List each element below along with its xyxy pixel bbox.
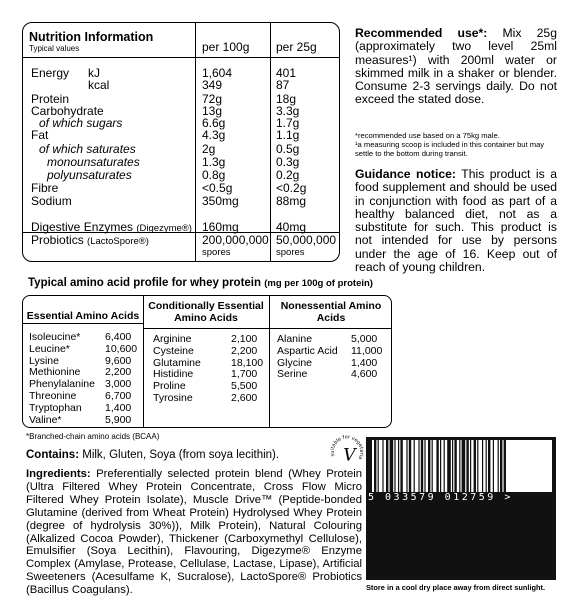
row-v100: 6.6g [202,116,226,130]
amino-value: 2,600 [231,392,258,404]
row-v25: 1.7g [276,116,300,130]
recommended-use [355,27,557,107]
barcode-bar [394,440,395,492]
barcode-bar [386,440,388,492]
barcode-bar [482,440,483,492]
guidance-text: This product is a food supplement and should be used in conjunction with food as part of a healthy balanced diet, not as a substitute for such. This product is not intended for use by persons under the age of 16. Keep out of reach of young children. [355,167,557,275]
amino-value: 2,100 [231,333,258,345]
row-v25: 1.1g [276,128,300,142]
amino-name: Isoleucine* [29,331,81,343]
row-v100: 1,604 [202,66,233,80]
amino-value: 5,900 [105,413,132,426]
vegetarian-icon [328,432,366,470]
row-v100: 2g [202,142,216,156]
row-v25: 87 [276,78,290,92]
row-label: Protein [31,92,70,106]
row-unit-kj: kJ [88,66,100,80]
amino-value: 6,700 [105,390,132,402]
barcode-bar [378,440,379,492]
probiotics-unit-25g: spores [276,247,305,258]
barcode-bar [400,440,402,492]
row-label: Sodium [31,194,72,208]
amino-name: Proline [153,380,186,393]
contains-label: Contains: [26,449,80,461]
probiotics-v100: 200,000,000 [202,233,269,247]
barcode-bar [424,440,425,492]
amino-value: 2,200 [231,344,258,357]
amino-value: 10,600 [105,342,138,355]
barcode-bar [474,440,476,492]
amino-name: Tryptophan [29,401,82,414]
row-v100: 349 [202,78,223,92]
amino-value: 1,400 [351,356,378,369]
row-v100: 1.3g [202,155,226,169]
amino-value: 11,000 [351,344,383,357]
amino-value: 4,600 [351,368,378,381]
ingredients-block [26,468,362,597]
enzymes-v25: 40mg [276,220,307,234]
barcode-bar [493,440,494,492]
amino-value: 3,000 [105,378,132,391]
enzymes-sub: (Digezyme®) [136,223,192,234]
recommended-note-1: *recommended use based on a 75kg male. [355,131,500,140]
barcode-bar [500,440,502,492]
barcode-bar [444,440,445,492]
guidance-heading: Guidance notice: [355,167,456,181]
recommended-note-2: ¹a measuring scoop is included in this container but may settle to the bottom during transit. [355,140,545,158]
ingredients-label: Ingredients: [26,468,91,480]
row-label: polyunsaturates [47,168,132,182]
ingredients-text: Preferentially selected protein blend (Whey Protein (Ultra Filtered Whey Protein Concentrate, Cross Flow Micro Filtered Whey Protein Isolate), Muscle Drive™ (Peptide-bonded Glutamine (derived from Wheat Protein) Hydrolysed Whey Protein (degree of hydrolysis 30%)), Milk Protein), Natural Colouring (Alkalized Cocoa Powder), Thickener (Carboxymethyl Cellulose), Emulsifier (Soya Lecithin), Flavouring, Digezyme® Enzyme Complex (Amylase, Protease, Cellulase, Lactase, Lipase), Artificial Sweeteners (Acesulfame K, Sucralose), LactoSpore® Probiotics (Bacillus Coagulans). [26,468,363,597]
barcode-bar [447,440,451,492]
barcode-bar [488,440,490,492]
barcode-bar [421,440,423,492]
amino-name: Arginine [153,333,192,345]
row-label: of which saturates [39,142,136,156]
barcode-bar [486,440,487,492]
row-v100: 4.3g [202,128,226,142]
nutrition-title: Nutrition Information [29,30,154,44]
essential-heading: Essential Amino Acids [26,310,140,322]
col-header-25g: per 25g [276,40,317,54]
probiotics-unit-100g: spores [202,247,231,258]
amino-name: Tyrosine [153,392,193,404]
nutrition-subtitle: Typical values [29,44,80,53]
amino-name: Threonine [29,390,77,402]
col-header-100g: per 100g [202,40,250,54]
amino-title-main: Typical amino acid profile for whey protein [28,277,262,289]
barcode-bar [406,440,407,492]
amino-name: Valine* [29,413,62,426]
barcode-bar [466,440,468,492]
barcode-bar [462,440,466,492]
barcode-bar [459,440,460,492]
vegetarian-badge-text: suitable for vegetaria [329,434,365,461]
barcode-bar [504,440,506,492]
storage-instructions: Store in a cool dry place away from direct sunlight. [366,583,546,592]
row-v25: 3.3g [276,104,300,118]
amino-name: Glycine [277,356,313,369]
vegetarian-badge-letter: V [343,445,356,466]
barcode-bar [414,440,415,492]
barcode-bar [428,440,430,492]
amino-table [22,295,392,428]
nutrition-table [22,22,340,262]
amino-name: Lysine [29,354,59,367]
barcode-bar [418,440,419,492]
barcode-bar [374,440,376,492]
barcode-bar [390,440,394,492]
row-v25: 401 [276,66,297,80]
probiotics-name: Probiotics [31,233,84,247]
conditional-heading-1: Conditionally Essential [148,300,264,312]
barcode-digits: 5 033579 012759 > [368,492,513,503]
row-v25: 0.3g [276,155,300,169]
amino-title-sub: (mg per 100g of protein) [264,278,373,289]
bcaa-footnote: *Branched-chain amino acids (BCAA) [26,432,160,441]
amino-name: Phenylalanine [29,378,95,391]
barcode-bar [470,440,471,492]
row-v100: 350mg [202,194,239,208]
row-v25: 0.2g [276,168,300,182]
amino-value: 5,500 [231,380,258,393]
contains-text: Milk, Gluten, Soya (from soya lecithin). [82,449,280,461]
amino-value: 1,400 [105,401,132,414]
probiotics-label [31,234,149,248]
barcode-bar [436,440,438,492]
amino-name: Serine [277,368,308,381]
guidance-notice [355,168,557,274]
row-v100: <0.5g [202,181,233,195]
nonessential-heading-1: Nonessential Amino [280,300,382,312]
barcode-bar [452,440,453,492]
amino-name: Glutamine [153,356,201,369]
barcode-bar [432,440,433,492]
enzymes-v100: 160mg [202,220,239,234]
nonessential-heading-2: Acids [316,312,346,324]
amino-value: 9,600 [105,354,132,367]
amino-name: Alanine [277,333,313,345]
barcode-bar [409,440,411,492]
amino-name: Aspartic Acid [277,344,338,357]
barcode-bar [477,440,478,492]
amino-name: Cysteine [153,344,194,357]
barcode-bar [498,440,499,492]
row-v100: 72g [202,92,223,106]
amino-title [28,277,373,289]
contains-line [26,449,326,462]
row-label: Carbohydrate [31,104,104,118]
probiotics-sub: (LactoSpore®) [87,236,149,247]
row-v25: 0.5g [276,142,300,156]
row-label: Fat [31,128,49,142]
barcode-bar [398,440,399,492]
amino-name: Histidine [153,368,194,381]
row-label: of which sugars [39,116,123,130]
barcode-icon [372,440,552,492]
recommended-heading: Recommended use*: [355,26,488,40]
barcode-bar [454,440,456,492]
row-label: monounsaturates [47,155,140,169]
amino-name: Methionine [29,366,81,379]
row-v25: <0.2g [276,181,307,195]
enzymes-name: Digestive Enzymes [31,220,134,234]
probiotics-v25: 50,000,000 [276,233,337,247]
row-unit-kcal: kcal [88,78,110,92]
amino-value: 18,100 [231,356,264,369]
row-label: Fibre [31,181,59,195]
barcode-bar [382,440,383,492]
row-v25: 88mg [276,194,307,208]
conditional-heading-2: Amino Acids [174,312,238,324]
amino-value: 2,200 [105,366,132,379]
amino-value: 5,000 [351,333,378,345]
row-v100: 13g [202,104,223,118]
row-label-energy: Energy [31,66,70,80]
row-v100: 0.8g [202,168,226,182]
row-v25: 18g [276,92,297,106]
barcode-bar [440,440,441,492]
amino-value: 6,400 [105,331,132,343]
amino-name: Leucine* [29,342,70,355]
amino-value: 1,700 [231,368,258,381]
recommended-text: Mix 25g (approximately two level 25ml measures¹) with 200ml water or skimmed milk in a shaker or blender. Consume 2-3 servings daily. Do not exceed the stated dose. [355,26,557,107]
